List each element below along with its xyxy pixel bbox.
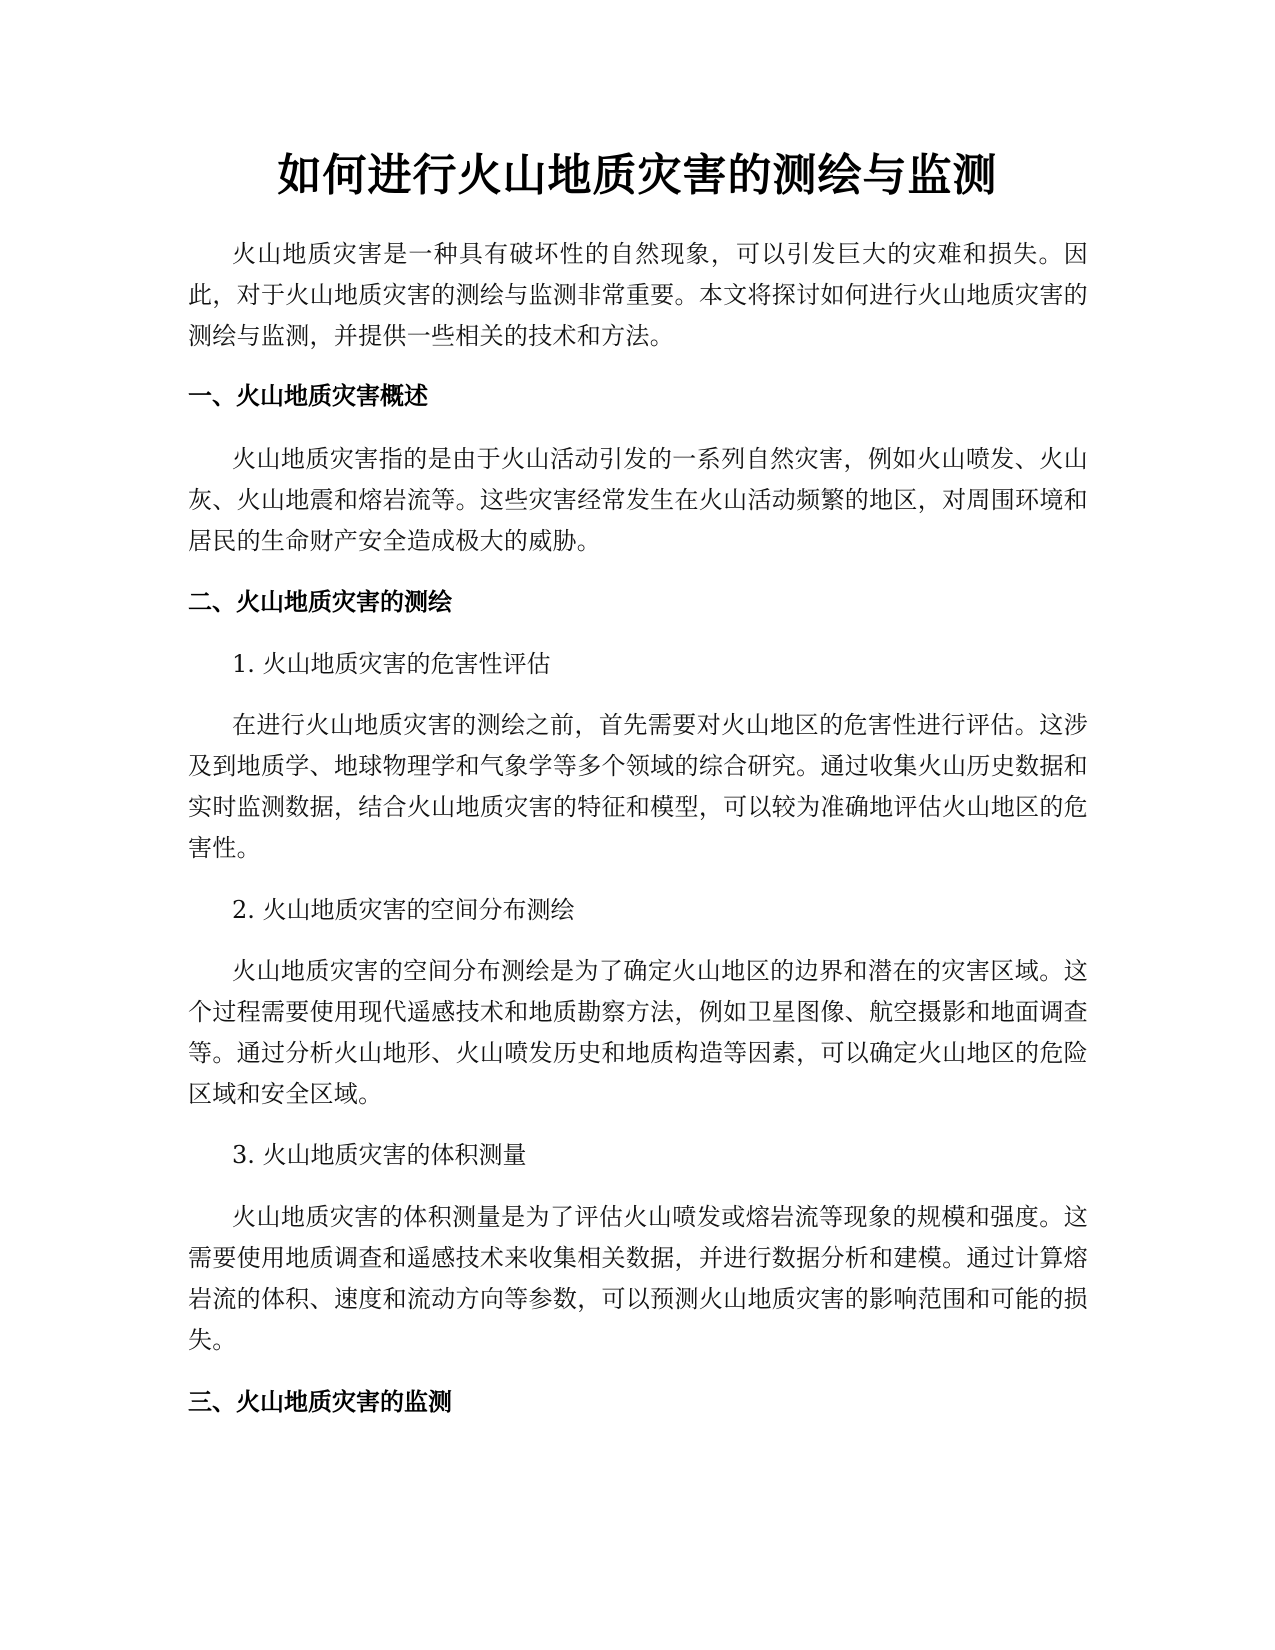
section-1-heading: 一、火山地质灾害概述 [188,382,428,410]
subsection-3-title: 3. 火山地质灾害的体积测量 [232,1141,527,1169]
subsection-3-paragraph: 火山地质灾害的体积测量是为了评估火山喷发或熔岩流等现象的规模和强度。这需要使用地质调查和遥感技术来收集相关数据，并进行数据分析和建模。通过计算熔岩流的体积、速度和流动方向等参数，可以预测火山地质灾害的影响范围和可能的损失。 [188,1203,1088,1354]
subsection-1-title: 1. 火山地质灾害的危害性评估 [232,650,551,678]
intro-paragraph: 火山地质灾害是一种具有破坏性的自然现象，可以引发巨大的灾难和损失。因此，对于火山地质灾害的测绘与监测非常重要。本文将探讨如何进行火山地质灾害的测绘与监测，并提供一些相关的技术和方法。 [188,240,1088,350]
document-title: 如何进行火山地质灾害的测绘与监测 [277,150,998,201]
section-1-paragraph: 火山地质灾害指的是由于火山活动引发的一系列自然灾害，例如火山喷发、火山灰、火山地震和熔岩流等。这些灾害经常发生在火山活动频繁的地区，对周围环境和居民的生命财产安全造成极大的威胁。 [188,445,1088,555]
subsection-1-paragraph: 在进行火山地质灾害的测绘之前，首先需要对火山地区的危害性进行评估。这涉及到地质学、地球物理学和气象学等多个领域的综合研究。通过收集火山历史数据和实时监测数据，结合火山地质灾害的特征和模型，可以较为准确地评估火山地区的危害性。 [188,711,1088,862]
subsection-2-title: 2. 火山地质灾害的空间分布测绘 [232,896,575,924]
section-3-heading: 三、火山地质灾害的监测 [188,1388,452,1416]
section-2-heading: 二、火山地质灾害的测绘 [188,588,452,616]
subsection-2-paragraph: 火山地质灾害的空间分布测绘是为了确定火山地区的边界和潜在的灾害区域。这个过程需要使用现代遥感技术和地质勘察方法，例如卫星图像、航空摄影和地面调查等。通过分析火山地形、火山喷发历史和地质构造等因素，可以确定火山地区的危险区域和安全区域。 [188,957,1088,1108]
